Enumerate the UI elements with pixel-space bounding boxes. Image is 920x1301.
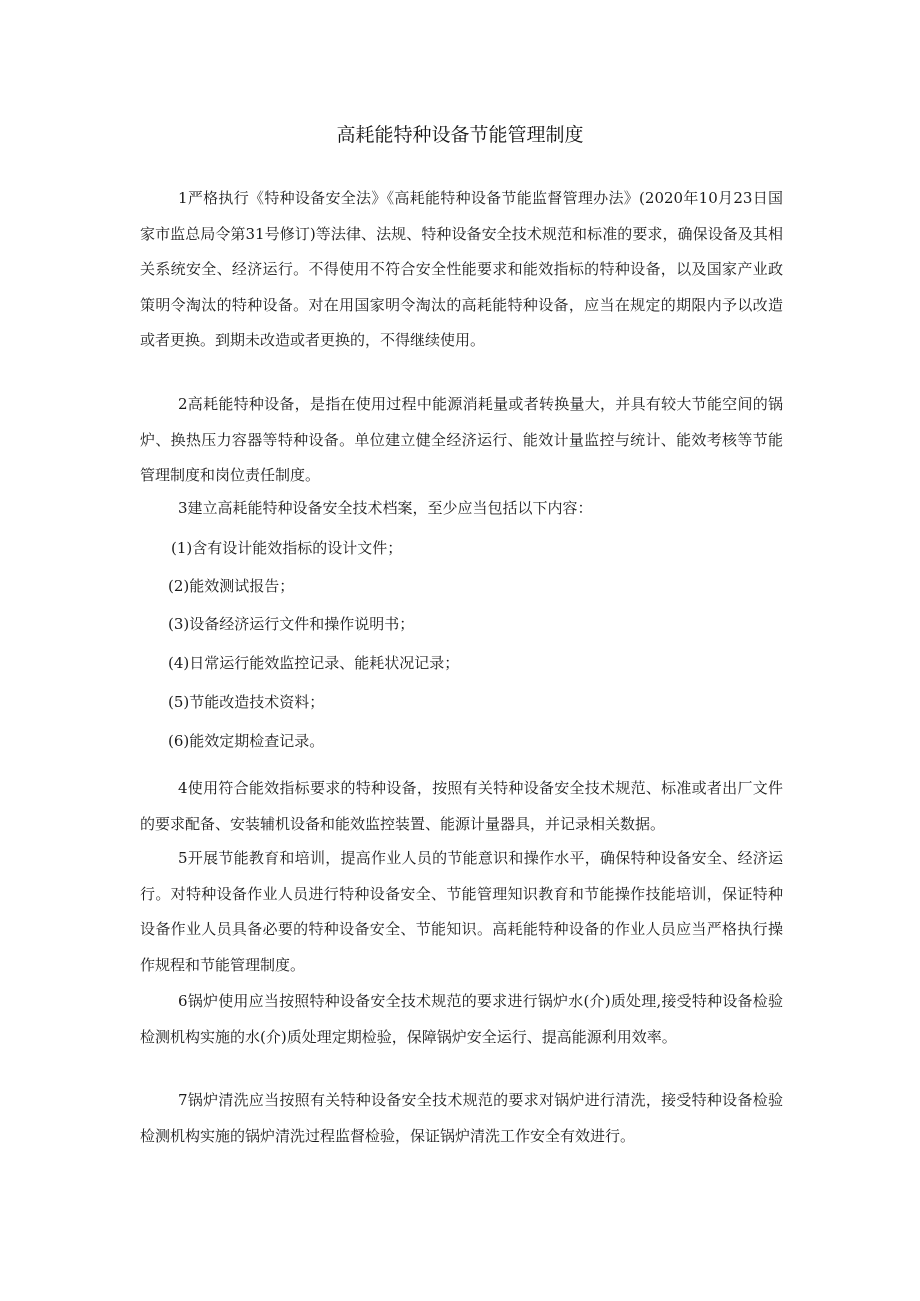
paragraph-4: 4使用符合能效指标要求的特种设备，按照有关特种设备安全技术规范、标准或者出厂文件的要求配备、安装辅机设备和能效监控装置、能源计量器具，并记录相关数据。 [140, 779, 783, 833]
document-title: 高耗能特种设备节能管理制度 [336, 124, 584, 146]
list-item-4: (4)日常运行能效监控记录、能耗状况记录； [168, 654, 460, 672]
list-item-3: (3)设备经济运行文件和操作说明书； [168, 615, 415, 633]
list-item-1: (1)含有设计能效指标的设计文件； [171, 539, 403, 557]
paragraph-6: 6锅炉使用应当按照特种设备安全技术规范的要求进行锅炉水(介)质处理,接受特种设备检验检测机构实施的水(介)质处理定期检验，保障锅炉安全运行、提高能源利用效率。 [140, 992, 783, 1046]
list-item-6: (6)能效定期检查记录。 [168, 732, 325, 750]
paragraph-1: 1严格执行《特种设备安全法》《高耗能特种设备节能监督管理办法》(2020年10月23日国家市监总局令第31号修订)等法律、法规、特种设备安全技术规范和标准的要求，确保设备及其相关系统安全、经济运行。不得使用不符合安全性能要求和能效指标的特种设备，以及国家产业政策明令淘汰的特种设备。对在用国家明令淘汰的高耗能特种设备，应当在规定的期限内予以改造或者更换。到期未改造或者更换的，不得继续使用。 [140, 189, 783, 349]
paragraph-7: 7锅炉清洗应当按照有关特种设备安全技术规范的要求对锅炉进行清洗，接受特种设备检验检测机构实施的锅炉清洗过程监督检验，保证锅炉清洗工作安全有效进行。 [140, 1091, 783, 1145]
list-item-5: (5)节能改造技术资料； [168, 693, 325, 711]
paragraph-5: 5开展节能教育和培训，提高作业人员的节能意识和操作水平，确保特种设备安全、经济运行。对特种设备作业人员进行特种设备安全、节能管理知识教育和节能操作技能培训，保证特种设备作业人员具备必要的特种设备安全、节能知识。高耗能特种设备的作业人员应当严格执行操作规程和节能管理制度。 [140, 849, 783, 974]
paragraph-2: 2高耗能特种设备，是指在使用过程中能源消耗量或者转换量大，并具有较大节能空间的锅炉、换热压力容器等特种设备。单位建立健全经济运行、能效计量监控与统计、能效考核等节能管理制度和岗位责任制度。 [140, 395, 783, 484]
list-item-2: (2)能效测试报告； [168, 577, 295, 595]
paragraph-3: 3建立高耗能特种设备安全技术档案，至少应当包括以下内容： [178, 499, 593, 517]
